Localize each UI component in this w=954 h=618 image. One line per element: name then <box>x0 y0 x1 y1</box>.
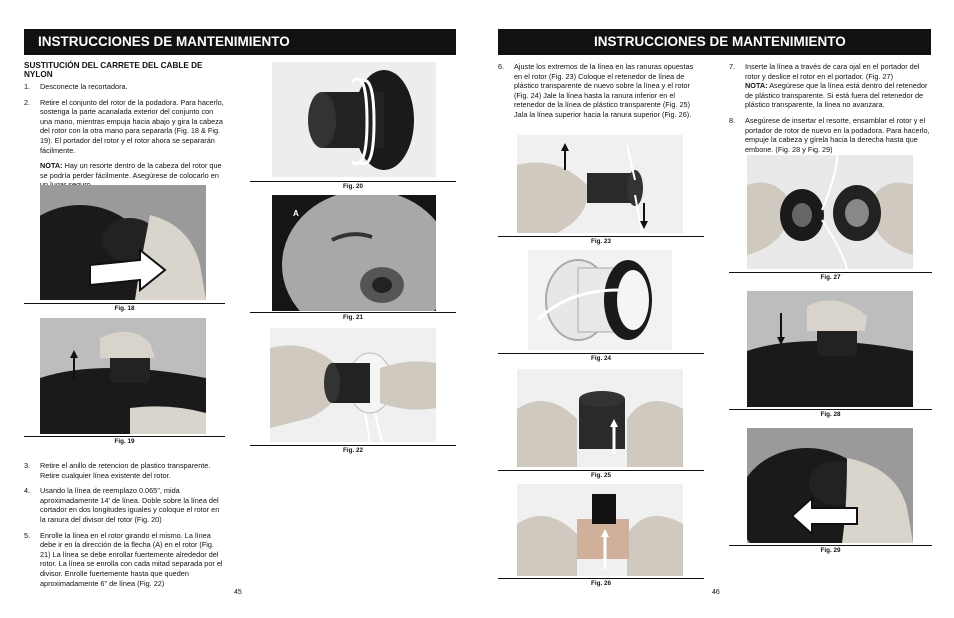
figure-26-caption: Fig. 26 <box>498 578 704 589</box>
step-6 <box>498 62 703 126</box>
step-number: 3. <box>24 461 31 470</box>
figure-27-caption: Fig. 27 <box>729 272 932 283</box>
figure-28-photo <box>747 291 913 407</box>
step-5 <box>24 531 225 589</box>
right-steps <box>729 62 932 160</box>
step-text: Desconecte la recortadora. <box>40 82 128 91</box>
section-title: SUSTITUCIÓN DEL CARRETE DEL CABLE DE NYLON <box>24 61 203 80</box>
figure-20-caption: Fig. 20 <box>250 181 456 192</box>
figure-21-photo <box>272 195 436 311</box>
figure-23-photo <box>517 135 683 233</box>
step-number: 4. <box>24 486 31 496</box>
figure-18-caption: Fig. 18 <box>24 303 225 314</box>
step-text: Retire el anillo de retencion de plastico transparente. Retire cualquier línea existente del rotor. <box>40 461 211 480</box>
figure-24-caption: Fig. 24 <box>498 353 704 364</box>
left-steps-a <box>24 82 225 196</box>
figure-19-caption: Fig. 19 <box>24 436 225 447</box>
figure-26-photo <box>517 484 683 576</box>
step-number: 1. <box>24 82 31 91</box>
step-text: Inserte la línea a través de cara ojal en el portador del rotor y deslice el rotor en el portador. (Fig. 27) <box>745 62 920 81</box>
figure-20-photo <box>272 62 436 177</box>
figure-27-photo <box>747 155 913 269</box>
right-header-banner: INSTRUCCIONES DE MANTENIMIENTO <box>498 29 931 55</box>
step-text: Enrolle la línea en el rotor girando el mismo. La línea debe ir en la dirección de la flecha (A) en el rotor (Fig. 21) La línea se debe enrollar fuertemente alrededor del rotor. La línea se enrolla con cada mitad separada por el divisor. Enrolle fuertemente hasta que queden aproximadamente 6" de línea (Fig. 22) <box>40 530 223 588</box>
step-text: Retire el conjunto del rotor de la podadora. Para hacerlo, sostenga la parte acanalada exterior del conjunto con una mano, mientras empuja hacia abajo y gira la cabeza del rotor con la otra mano para separarla (Fig. 18 & Fig. 19). El portador del rotor y el rotor ahora se separarán fácilmente. <box>40 97 224 155</box>
figure-19-photo <box>40 318 206 434</box>
step-4 <box>24 486 225 524</box>
step-1 <box>24 82 225 92</box>
figure-29-photo <box>747 428 913 543</box>
note-text: Asegúrese que la línea está dentro del retenedor de plástico transparente. Si está fuera del retenedor de plástico transparente, la línea no avanzara. <box>745 81 928 110</box>
step-text: Ajuste los extremos de la línea en las ranuras opuestas en el rotor (Fig. 23) Coloque el retenedor de línea de plástico transparente de nuevo sobre la línea y el rotor (Fig. 24) Jale la línea hasta la ranura inferior en el retenedor de la línea de plástico transparente (Fig. 25) Jala la línea superior hacia la ranura superior (Fig. 26). <box>514 62 694 119</box>
step-3 <box>24 461 225 480</box>
step-number: 7. <box>729 62 736 71</box>
figure-21-caption: Fig. 21 <box>250 312 456 323</box>
step-2 <box>24 98 225 156</box>
figure-29-caption: Fig. 29 <box>729 545 932 556</box>
figure-18-photo <box>40 185 206 300</box>
step-number: 2. <box>24 97 31 107</box>
note-text: Hay un resorte dentro de la cabeza del rotor que se podría perder fácilmente. Asegúrese de colocarlo en <box>40 161 222 180</box>
note-label: NOTA: <box>745 81 768 91</box>
left-steps-b <box>24 461 225 594</box>
left-header-banner: INSTRUCCIONES DE MANTENIMIENTO <box>24 29 456 55</box>
note-label: NOTA: <box>40 161 63 171</box>
step-number: 5. <box>24 530 31 540</box>
page-number-left: 45 <box>234 589 242 596</box>
figure-25-photo <box>517 369 683 467</box>
step-number: 6. <box>498 62 505 71</box>
step-7 <box>729 62 932 110</box>
page-number-right: 46 <box>712 589 720 596</box>
figure-25-caption: Fig. 25 <box>498 470 704 481</box>
figure-22-caption: Fig. 22 <box>250 445 456 456</box>
figure-24-photo <box>528 250 672 350</box>
fig21-label-a: A <box>293 209 299 218</box>
step-text: Usando la línea de reemplazo 0.065", mida aproximadamente 14' de línea. Doble sobre la línea del cortador en dos longitudes iguales y coloque el rotor en la ranura del divisor del rotor (Fig. 20) <box>40 486 220 524</box>
figure-22-photo <box>270 328 436 442</box>
figure-23-caption: Fig. 23 <box>498 236 704 247</box>
step-text: Asegúrese de insertar el resorte, ensamblar el rotor y el portador de rotor de nuevo en la podadora. Para hacerlo, empuje la cabeza y gírela hacia la derecha hasta que embone. (Fig. 28 y Fig. 29) <box>745 115 930 154</box>
step-8 <box>729 116 932 154</box>
figure-28-caption: Fig. 28 <box>729 409 932 420</box>
step-number: 8. <box>729 115 736 125</box>
